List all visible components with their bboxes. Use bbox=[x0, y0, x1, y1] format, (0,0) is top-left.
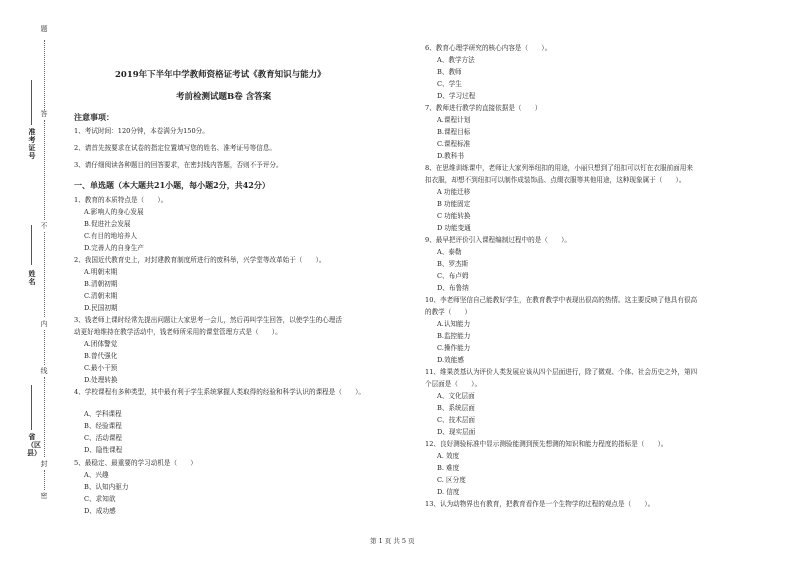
question-option: B.曾代强化 bbox=[84, 352, 118, 360]
question-stem: 10、李老师坚信自己能教好学生，在教育教学中表现出很高的热情。这主要反映了他具有很高 bbox=[425, 296, 698, 304]
question-option: A.课程计划 bbox=[437, 116, 471, 124]
seal-line bbox=[44, 232, 45, 317]
question-option: C. 区分度 bbox=[437, 476, 466, 484]
question-option: A 功能迁移 bbox=[437, 188, 471, 196]
field-underline bbox=[31, 385, 32, 430]
question-stem: 7、教师进行教学的直接依据是（ ） bbox=[425, 104, 542, 112]
question-option: C、技术层面 bbox=[437, 416, 476, 424]
question-option: B、认知内驱力 bbox=[84, 483, 129, 491]
question-option: A.影响人的身心发展 bbox=[84, 208, 144, 216]
question-option: A.认知能力 bbox=[437, 320, 471, 328]
seal-line bbox=[44, 470, 45, 490]
question-stem: 11、维果茨基认为评价人类发展应该从四个层面进行，除了微观、个体、社会历史之外，第四 bbox=[425, 368, 698, 376]
section-heading: 一、单选题（本大题共21小题，每小题2分，共42分） bbox=[74, 180, 270, 190]
question-option: C、活动课程 bbox=[84, 434, 123, 442]
margin-char: 密 bbox=[40, 492, 48, 500]
question-option: D.教科书 bbox=[437, 152, 464, 160]
question-option: D、学习过程 bbox=[437, 92, 476, 100]
question-option: B 功能固定 bbox=[437, 200, 471, 208]
exam-subtitle: 考前检测试题B卷 含答案 bbox=[176, 92, 272, 102]
question-option: C、布卢姆 bbox=[437, 272, 469, 280]
field-underline bbox=[31, 80, 32, 125]
question-option: D 功能变通 bbox=[437, 224, 471, 232]
question-option: D. 信度 bbox=[437, 488, 460, 496]
exam-number-field-label: 准考证号 bbox=[28, 127, 36, 160]
question-option: D.效能感 bbox=[437, 356, 464, 364]
question-option: B、经验课程 bbox=[84, 422, 122, 430]
seal-line bbox=[44, 377, 45, 457]
question-option: C.操作能力 bbox=[437, 344, 471, 352]
question-stem: 动更好地维持在教学活动中，钱老师所采用的课堂管理方式是（ ）。 bbox=[74, 328, 282, 336]
notice-item: 1、考试时间：120分钟，本卷满分为150分。 bbox=[74, 127, 209, 135]
question-option: C、学生 bbox=[437, 80, 462, 88]
page-footer: 第 1 页 共 5 页 bbox=[370, 537, 415, 545]
question-option: D.民国初期 bbox=[84, 304, 118, 312]
name-field-label: 姓名 bbox=[28, 269, 36, 286]
question-option: D、现实层面 bbox=[437, 428, 476, 436]
question-stem: 1、教育的本质特点是（ ）。 bbox=[74, 196, 168, 204]
question-option: A.明朝末期 bbox=[84, 268, 118, 276]
question-stem: 个层面是（ ）。 bbox=[425, 380, 482, 388]
question-option: D.完善人的自身生产 bbox=[84, 244, 144, 252]
margin-char: 线 bbox=[40, 367, 48, 375]
question-option: A.团体警觉 bbox=[84, 340, 118, 348]
seal-line bbox=[44, 120, 45, 220]
question-option: D、布鲁纳 bbox=[437, 284, 469, 292]
question-stem: 12、良好测验标准中显示测验能测到预先想测的知识和能力程度的指标是（ ）。 bbox=[425, 440, 668, 448]
question-option: C.有目的地培养人 bbox=[84, 232, 138, 240]
question-option: C.清朝末期 bbox=[84, 292, 118, 300]
question-option: B.促进社会发展 bbox=[84, 220, 131, 228]
question-stem: 5、最稳定、最重要的学习动机是（ ） bbox=[74, 459, 197, 467]
question-stem: 2、我国近代教育史上，对封建教育制度所进行的废科举，兴学堂等改革始于（ ）。 bbox=[74, 256, 326, 264]
question-option: C.最小干预 bbox=[84, 364, 118, 372]
question-option: A. 效度 bbox=[437, 452, 460, 460]
notice-item: 3、请仔细阅读各种题目的回答要求，在密封线内答题，否则不予评分。 bbox=[74, 161, 283, 169]
notice-heading: 注意事项： bbox=[74, 112, 114, 122]
question-stem: 9、最早把评价引入课程编制过程中的是（ ）。 bbox=[425, 236, 571, 244]
field-underline bbox=[31, 225, 32, 265]
question-option: D.处理转换 bbox=[84, 376, 118, 384]
seal-line bbox=[44, 330, 45, 365]
question-stem: 13、认为动物界也有教育，把教育看作是一个生物学的过程的观点是（ ）。 bbox=[425, 500, 655, 508]
question-option: A、泰勒 bbox=[437, 248, 462, 256]
question-stem: 8、在思维训练课中，老师让大家列举纽扣的用途，小丽只想到了纽扣可以钉在衣服前面用来 bbox=[425, 164, 693, 172]
seal-line bbox=[44, 40, 45, 110]
exam-title: 2019年下半年中学教师资格证考试《教育知识与能力》 bbox=[115, 70, 326, 80]
question-option: C 功能转换 bbox=[437, 212, 471, 220]
question-stem: 扣衣服，却想不到纽扣可以制作成装饰品、点缀衣服等其他用途，这种现象属于（ ）。 bbox=[425, 176, 686, 184]
question-option: A、学科课程 bbox=[84, 410, 122, 418]
region-field-label: 省（区县） bbox=[27, 432, 41, 457]
question-option: C、求知欲 bbox=[84, 495, 116, 503]
margin-char: 答 bbox=[40, 110, 48, 118]
question-option: D、隐性课程 bbox=[84, 446, 123, 454]
question-option: B.课程目标 bbox=[437, 128, 471, 136]
question-option: C.课程标准 bbox=[437, 140, 471, 148]
question-option: B. 难度 bbox=[437, 464, 460, 472]
question-stem: 6、教育心理学研究的核心内容是（ ）。 bbox=[425, 44, 552, 52]
question-option: A、兴趣 bbox=[84, 471, 109, 479]
question-option: A、教学方法 bbox=[437, 56, 475, 64]
question-stem: 4、学校课程有多种类型，其中最有利于学生系统掌握人类取得的经验和科学认识的课程是（ ）。 bbox=[74, 388, 366, 396]
question-stem: 的教学（ ） bbox=[425, 308, 472, 316]
question-option: D、成功感 bbox=[84, 507, 116, 515]
question-option: B、罗杰斯 bbox=[437, 260, 469, 268]
margin-char: 题 bbox=[40, 25, 48, 33]
question-option: B、教师 bbox=[437, 68, 462, 76]
margin-char: 封 bbox=[40, 460, 48, 468]
question-option: A、文化层面 bbox=[437, 392, 475, 400]
question-option: B.监控能力 bbox=[437, 332, 471, 340]
notice-item: 2、请首先按要求在试卷的指定位置填写您的姓名、准考证号等信息。 bbox=[74, 144, 277, 152]
question-option: B、系统层面 bbox=[437, 404, 475, 412]
margin-char: 内 bbox=[40, 320, 48, 328]
question-option: B.清朝初期 bbox=[84, 280, 118, 288]
question-stem: 3、钱老师上课时经常先提出问题让大家思考一会儿，然后再叫学生回答，以使学生的心理活 bbox=[74, 316, 342, 324]
margin-char: 不 bbox=[40, 222, 48, 230]
binding-margin bbox=[0, 0, 60, 565]
